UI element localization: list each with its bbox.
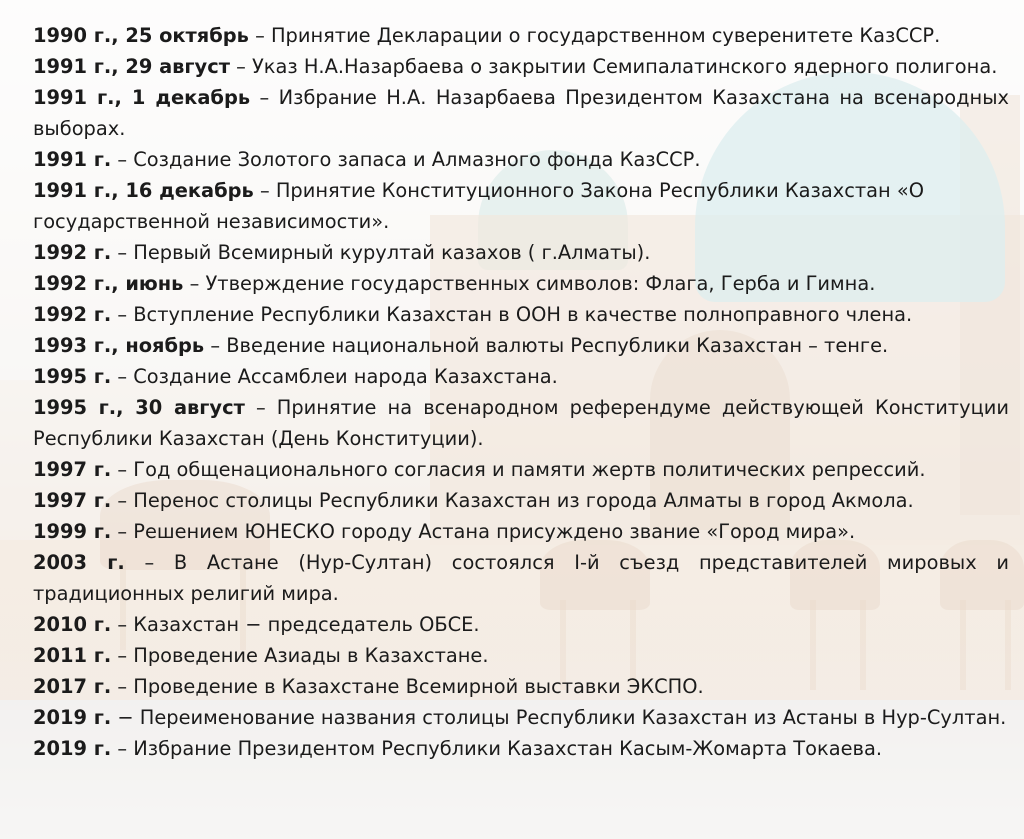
event-text: – Перенос столицы Республики Казахстан из города Алматы в город Акмола. [117,489,914,512]
event-date: 2011 г. [33,644,112,667]
timeline-item [33,392,1009,454]
event-date: 2019 г. [33,737,112,760]
timeline-item [33,454,1009,485]
timeline-item [33,609,1009,640]
event-date: 1992 г. [33,241,112,264]
event-date: 1991 г., 29 август [33,55,230,78]
event-text: – Указ Н.А.Назарбаева о закрытии Семипалатинского ядерного полигона. [236,55,998,78]
event-text: – Принятие на всенародном референдуме действующей Конституции Республики Казахстан (День Конституции). [33,396,1009,450]
event-date: 1991 г. [33,148,112,171]
event-text: – Создание Золотого запаса и Алмазного фонда КазССР. [117,148,701,171]
event-date: 1997 г. [33,489,112,512]
event-text: – Год общенационального согласия и памяти жертв политических репрессий. [117,458,926,481]
timeline-item [33,516,1009,547]
event-date: 2010 г. [33,613,112,636]
event-date: 1992 г., июнь [33,272,184,295]
event-text: – Проведение в Казахстане Всемирной выставки ЭКСПО. [117,675,704,698]
event-date: 1995 г. [33,365,112,388]
event-date: 1990 г., 25 октябрь [33,24,249,47]
event-text: – Введение национальной валюты Республики Казахстан – тенге. [210,334,889,357]
event-text: – Проведение Азиады в Казахстане. [117,644,489,667]
timeline-list [33,20,1009,764]
timeline-item [33,268,1009,299]
event-text: – Вступление Республики Казахстан в ООН в качестве полноправного члена. [117,303,913,326]
timeline-item [33,237,1009,268]
event-text: − Переименование названия столицы Республики Казахстан из Астаны в Нур-Султан. [117,706,1007,729]
event-text: – Казахстан − председатель ОБСЕ. [117,613,480,636]
event-date: 1992 г. [33,303,112,326]
timeline-item [33,361,1009,392]
timeline-item [33,671,1009,702]
event-text: – Создание Ассамблеи народа Казахстана. [117,365,558,388]
timeline-item [33,175,1009,237]
event-text: – Принятие Конституционного Закона Республики Казахстан «О государственной независимости». [33,179,925,233]
timeline-item [33,144,1009,175]
event-text: – Решением ЮНЕСКО городу Астана присуждено звание «Город мира». [117,520,856,543]
event-date: 2017 г. [33,675,112,698]
timeline-item [33,485,1009,516]
event-date: 1997 г. [33,458,112,481]
event-date: 2019 г. [33,706,112,729]
timeline-item [33,51,1009,82]
timeline-item [33,330,1009,361]
timeline-item [33,702,1009,733]
timeline-item [33,547,1009,609]
event-text: – Избрание Президентом Республики Казахстан Касым-Жомарта Токаева. [117,737,883,760]
event-text: – Избрание Н.А. Назарбаева Президентом Казахстана на всенародных выборах. [33,86,1009,140]
timeline-item [33,20,1009,51]
event-text: – В Астане (Нур-Султан) состоялся I-й съезд представителей мировых и традиционных религий мира. [33,551,1009,605]
timeline-item [33,733,1009,764]
event-date: 2003 г. [33,551,125,574]
event-date: 1991 г., 16 декабрь [33,179,254,202]
timeline-item [33,640,1009,671]
timeline-item [33,82,1009,144]
event-date: 1991 г., 1 декабрь [33,86,251,109]
event-text: – Принятие Декларации о государственном суверенитете КазССР. [255,24,941,47]
event-text: – Первый Всемирный курултай казахов ( г.Алматы). [117,241,651,264]
event-date: 1995 г., 30 август [33,396,245,419]
event-date: 1999 г. [33,520,112,543]
timeline-item [33,299,1009,330]
event-date: 1993 г., ноябрь [33,334,205,357]
event-text: – Утверждение государственных символов: Флага, Герба и Гимна. [189,272,876,295]
